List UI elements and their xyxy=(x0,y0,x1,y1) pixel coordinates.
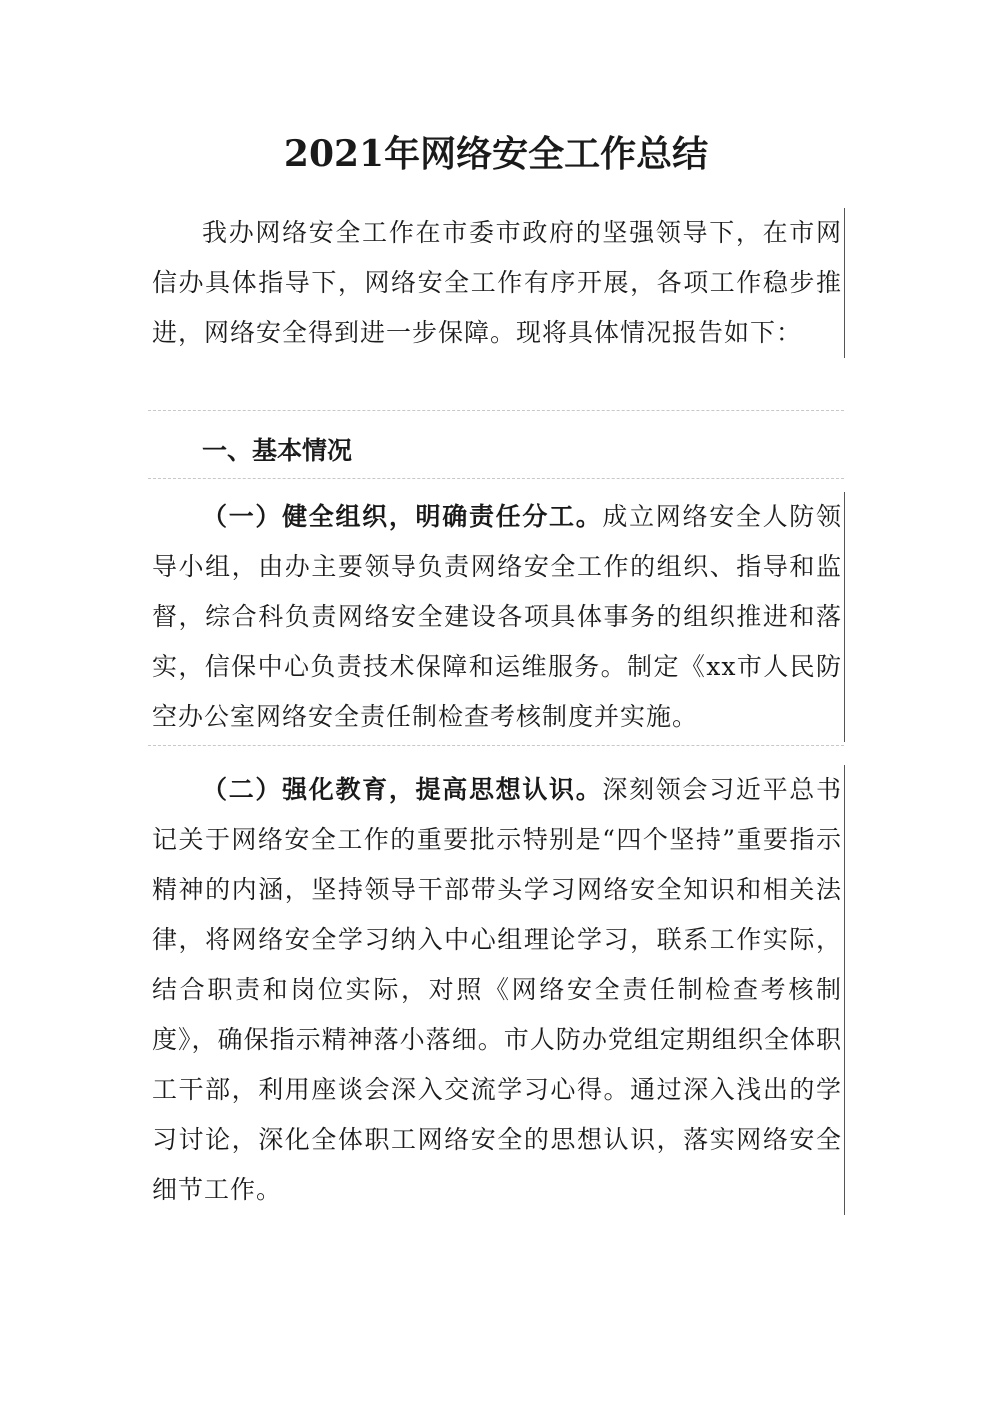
section-paragraph-2 xyxy=(152,765,845,1215)
paragraph-separator xyxy=(148,410,844,411)
section-paragraph-1 xyxy=(152,492,845,742)
section-lead-2: （二）强化教育，提高思想认识。 xyxy=(202,775,603,804)
paragraph-separator xyxy=(148,745,844,746)
section-body-1: 成立网络安全人防领导小组，由办主要领导负责网络安全工作的组织、指导和监督，综合科负责网络安全建设各项具体事务的组织推进和落实，信保中心负责技术保障和运维服务。制定《xx市人民防空办公室网络安全责任制检查考核制度并实施。 xyxy=(152,502,842,731)
section-lead-1: （一）健全组织，明确责任分工。 xyxy=(202,502,603,531)
section-heading: 一、基本情况 xyxy=(202,436,353,465)
document-title: 2021年网络安全工作总结 xyxy=(283,133,709,175)
paragraph-separator xyxy=(148,478,844,479)
section-body-2: 深刻领会习近平总书记关于网络安全工作的重要批示特别是“四个坚持”重要指示精神的内涵，坚持领导干部带头学习网络安全知识和相关法律，将网络安全学习纳入中心组理论学习，联系工作实际，结合职责和岗位实际，对照《网络安全责任制检查考核制度》，确保指示精神落小落细。市人防办党组定期组织全体职工干部，利用座谈会深入交流学习心得。通过深入浅出的学习讨论，深化全体职工网络安全的思想认识，落实网络安全细节工作。 xyxy=(152,775,842,1204)
intro-paragraph: 我办网络安全工作在市委市政府的坚强领导下，在市网信办具体指导下，网络安全工作有序开展，各项工作稳步推进，网络安全得到进一步保障。现将具体情况报告如下： xyxy=(152,208,845,358)
